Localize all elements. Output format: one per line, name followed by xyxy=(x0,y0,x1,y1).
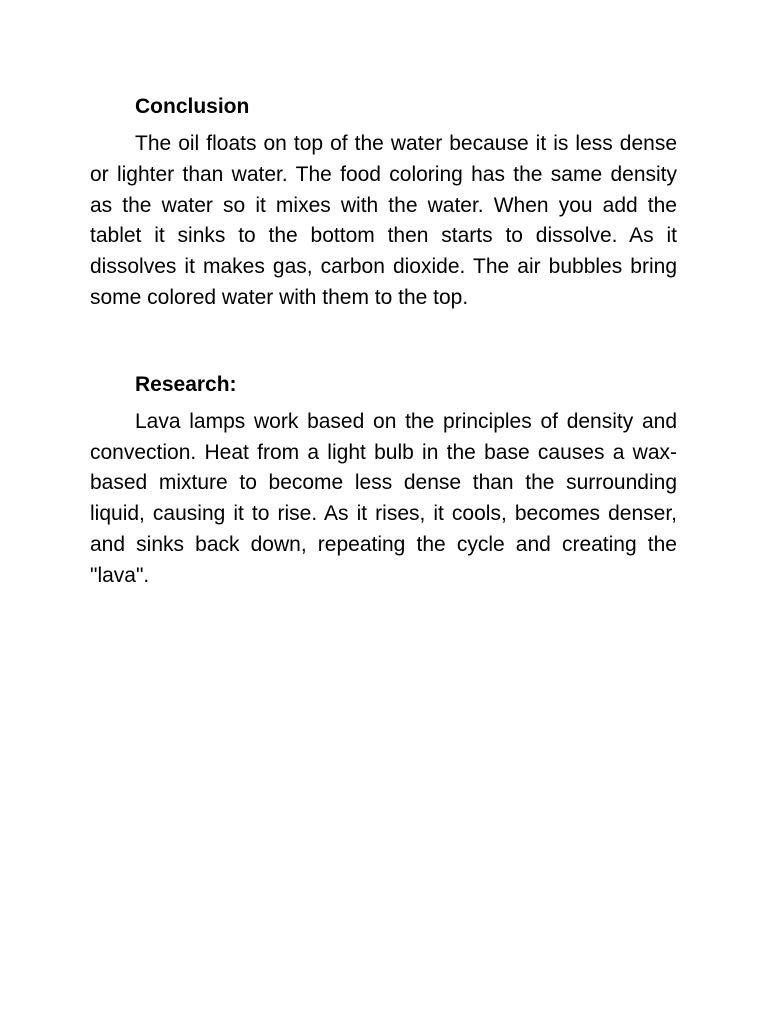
research-paragraph: Lava lamps work based on the principles of density and convection. Heat from a light bulb in the base causes a wax-based mixture to become less dense than the surrounding liquid, causing it to rise. As it rises, it cools, becomes denser, and sinks back down, repeating the cycle and creating the "lava". xyxy=(90,409,677,587)
document-page xyxy=(90,93,677,592)
research-section xyxy=(90,371,677,592)
conclusion-heading: Conclusion xyxy=(135,95,250,118)
research-heading: Research: xyxy=(135,372,237,396)
conclusion-section xyxy=(90,93,677,314)
conclusion-paragraph: The oil floats on top of the water because it is less dense or lighter than water. The food coloring has the same density as the water so it mixes with the water. When you add the tablet it sinks to the bottom then starts to dissolve. As it dissolves it makes gas, carbon dioxide. The air bubbles bring some colored water with them to the top. xyxy=(90,132,677,309)
